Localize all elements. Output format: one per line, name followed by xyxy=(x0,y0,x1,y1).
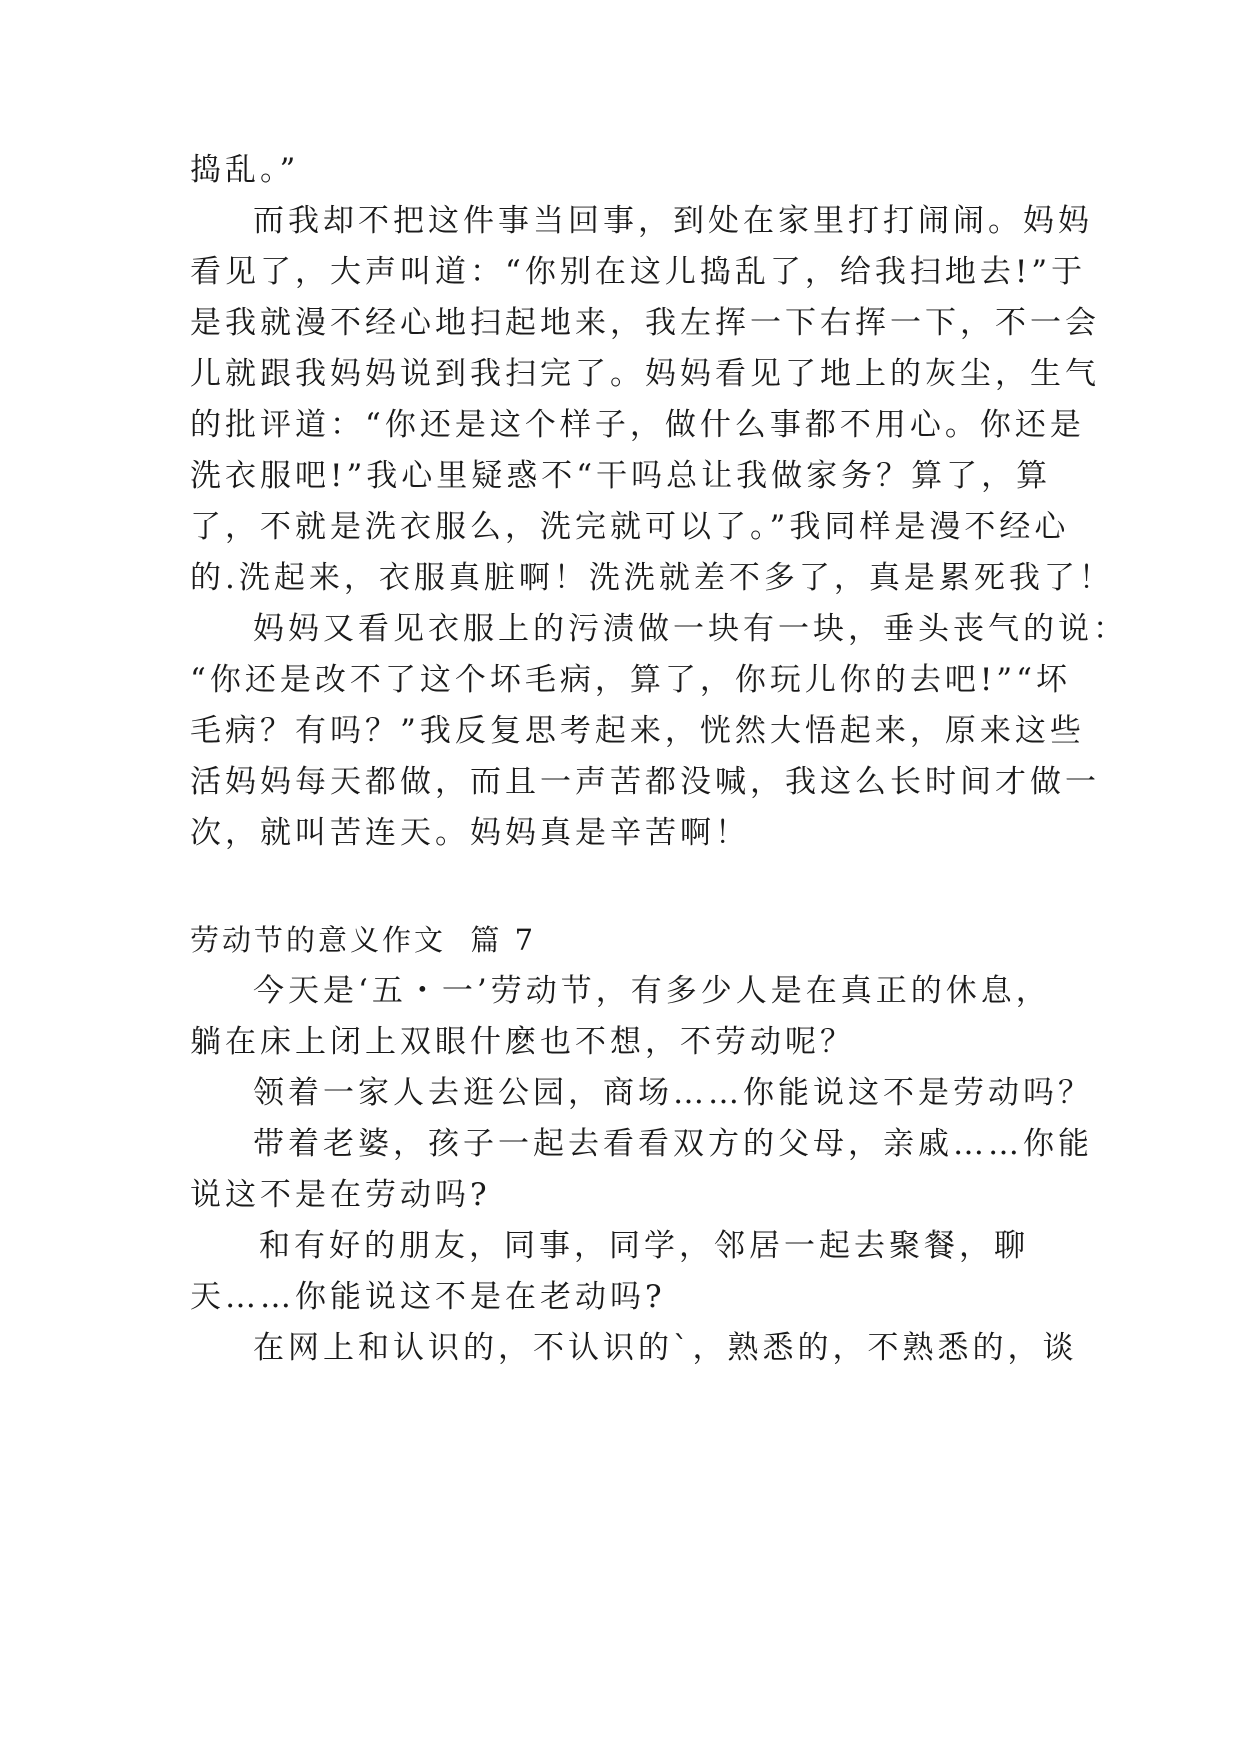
text-line: 次，就叫苦连天。妈妈真是辛苦啊！ xyxy=(190,815,750,851)
text-line: 毛病？有吗？”我反复思考起来，恍然大悟起来，原来这些 xyxy=(190,713,1085,749)
text-line: 是我就漫不经心地扫起地来，我左挥一下右挥一下，不一会 xyxy=(190,305,1100,341)
text-line: “你还是改不了这个坏毛病，算了，你玩儿你的去吧!”“坏 xyxy=(190,662,1071,698)
paragraph-first-line: 今天是‘五・一’劳动节，有多少人是在真正的休息， xyxy=(253,973,1051,1009)
paragraph-first-line: 和有好的朋友，同事，同学，邻居一起去聚餐，聊 xyxy=(259,1228,1029,1264)
text-line: 捣乱。” xyxy=(190,152,300,188)
text-line: 天……你能说这不是在老动吗? xyxy=(190,1279,666,1315)
paragraph-first-line: 在网上和认识的，不认识的`，熟悉的，不熟悉的，谈 xyxy=(253,1330,1078,1366)
text-line: 说这不是在劳动吗? xyxy=(190,1177,491,1213)
text-line: 儿就跟我妈妈说到我扫完了。妈妈看见了地上的灰尘，生气 xyxy=(190,356,1100,392)
text-line: 了，不就是洗衣服么，洗完就可以了。”我同样是漫不经心 xyxy=(190,509,1070,545)
text-line: 躺在床上闭上双眼什麽也不想，不劳动呢？ xyxy=(190,1024,855,1060)
text-line: 的批评道：“你还是这个样子，做什么事都不用心。你还是 xyxy=(190,407,1085,443)
text-line: 看见了，大声叫道：“你别在这儿捣乱了，给我扫地去!”于 xyxy=(190,254,1087,290)
paragraph-first-line: 带着老婆，孩子一起去看看双方的父母，亲戚……你能 xyxy=(253,1126,1093,1162)
paragraph-first-line: 而我却不把这件事当回事，到处在家里打打闹闹。妈妈 xyxy=(253,203,1093,239)
text-line: 活妈妈每天都做，而且一声苦都没喊，我这么长时间才做一 xyxy=(190,764,1100,800)
paragraph-first-line: 领着一家人去逛公园，商场……你能说这不是劳动吗？ xyxy=(253,1075,1093,1111)
text-line: 洗衣服吧!”我心里疑惑不“干吗总让我做家务？算了，算 xyxy=(190,458,1052,494)
section-heading: 劳动节的意义作文 篇 7 xyxy=(190,923,537,957)
text-line: 的.洗起来，衣服真脏啊！洗洗就差不多了，真是累死我了！ xyxy=(190,560,1114,596)
paragraph-first-line: 妈妈又看见衣服上的污渍做一块有一块，垂头丧气的说： xyxy=(253,611,1128,647)
